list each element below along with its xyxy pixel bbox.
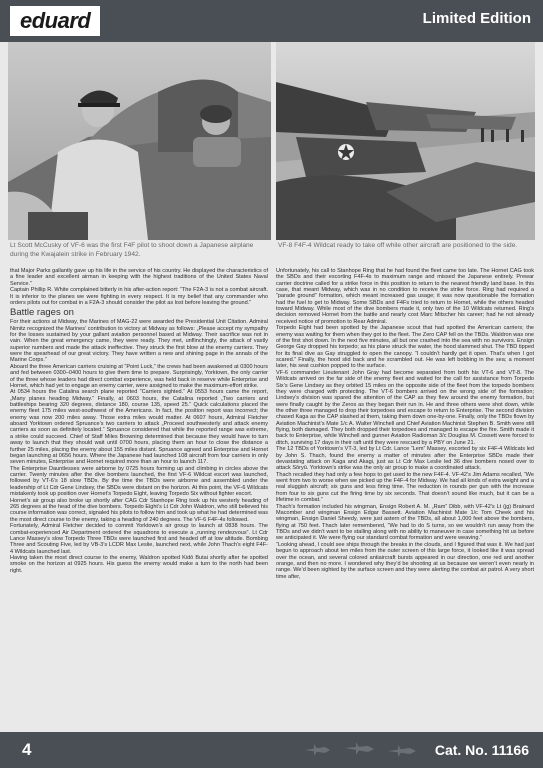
- page-footer: [0, 732, 543, 768]
- left-paragraph-1: For their actions at Midway, the Marines of MAG-22 were awarded the Presidential Unit Citation. Admiral Nimitz recognized the Marines’ contribution to victory at Midway as follows: „Please accept my sympathy for the losses sustained by your gallant aviation personnel based at Midway. Their sacrifice was not in vain. When the great emergency came, they were ready. They met, unflinchingly, the attack of vastly superior numbers and made the attack ineffective. They struck the first blow at the enemy carriers. They were the spearhead of our great victory. They have written a new and shining page in the annals of the Marine Corps.“: [10, 319, 268, 364]
- left-paragraph-4: The Enterprise Dauntlesses were airborne by 0725 hours forming up and climbing in circles above the carrier. Twenty minutes after the dive bombers launched, the first VF-6 Wildcat escort was launched, followed by VT-6’s 18 slow TBDs. By the time the TBDs were airborne and assembled under the leadership of Lt Cdr Gene Lindsey, the SBDs were distant on the horizon. At this point, the VF-6 Wildcats mistakenly took up position over Hornet’s Torpedo Eight, leaving Torpedo Six without fighter escort.: [10, 465, 268, 498]
- page-number: 4: [22, 740, 32, 759]
- right-paragraph-5: Thach recalled they had only a few hops to get used to the new F4F-4. VF-42’s Jim Adams recalled, “We went from two to worse when we picked up the F4F-4 for Midway. We had all kinds of extra weight and a real sluggish aircraft; six guns and less firing time. The reduction in rounds per gun with the increase from four to six guns cut the firing time by six seconds. That doesn’t sound like much, but it can be a lifetime in combat.”: [276, 471, 534, 504]
- right-paragraph-6: Thach’s formation included his wingman, Ensign Robert A. M. „Ram“ Dibb, with VF-42’s Lt (jg) Brainard Macomber and wingman Ensign Edgar Bassett. Aviation Machinist Mate 1/c Tom Cheek and his wingman, Ensign Daniel Sheedy, were just astern of the TBDs, all about 1,000 feet above the bombers, flying at 750 feet. Thach later remembered, “We had to do S turns, so we wouldn’t run away from the TBDs and we didn’t want to be stalling along with no ability to maneuver in case something hit us before we anticipated it. We were flying our standard combat formation and were weaving.”: [276, 503, 534, 542]
- right-text-column: [276, 268, 534, 580]
- left-paragraph-5: Hornet’s air group also broke up shortly after CAG Cdr Stanhope Ring took up his westerly heading of 265 degrees at the head of the dive bombers. Torpedo Eight’s Lt Cdr John Waldron, who still believed his course information was correct, signaled his pilots to follow him and took up what he had determined was the most direct course to the enemy, taking a heading of 240 degrees. The VF-6 F4F-4s followed.: [10, 497, 268, 523]
- left-text-column: [10, 268, 268, 574]
- left-paragraph-6: Fortunately, Admiral Fletcher decided to commit Yorktown’s air group to launch at 0838 hours. The combat-experienced Air Department ordered the squadrons to execute a „running rendezvous“. Lt Cdr Lance Massey’s slow Torpedo Three TBDs were launched first and headed off at low altitude. Bombing Three and Scouting Five, led by VB-3’s LCDR Max Leslie, launched next, while John Thach’s eight F4F-4 Wildcats launched last.: [10, 523, 268, 555]
- left-intro-paragraph-2: Captain Phillip R. White complained bitterly in his after-action report: “The F2A-3 is not a combat aircraft. It is inferior to the planes we were fighting in every respect. It is my belief that any commander who orders pilots out for combat in a F2A-3 should consider the pilot as lost before leaving the ground.”: [10, 287, 268, 306]
- photo-caption-left: Lt Scott McCusky of VF-6 was the first F4F pilot to shoot down a Japanese airplane during the Kwajalein strike in February 1942.: [10, 242, 254, 258]
- pilots-photo-illustration: [8, 42, 271, 240]
- right-paragraph-2: Torpedo Eight had been spotted by the Japanese scout that had spotted the American carriers; the enemy was waiting for them when they got to the fleet. The Zero CAP fell on the TBDs. Waldron was one of the first shot down. In the next five minutes, all but one crashed into the sea with no survivors. Ensign George Gay dropped his torpedo; as his plane struck the water, the hood slammed shut. The TBD tipped for its final dive as Gay struggled to open the canopy. “I couldn’t hardly get it open. That’s when I got scared.” Finally, the hood slid back and he scrambled out. He was left bobbing in the sea; a moment later, his seat cushion popped to the surface.: [276, 325, 534, 370]
- carrier-deck-photo-illustration: [276, 42, 535, 240]
- photo-carrier-deck: [276, 42, 535, 240]
- footer-aircraft-silhouettes: [300, 738, 420, 762]
- right-paragraph-1: Unfortunately, his call to Stanhope Ring that he had found the fleet came too late. The Hornet CAG took the SBDs and their escorting F4F-4s to maximum range and missed the Japanese entirely. Prewar carrier doctrine called for a strike force in this position to return to the nearest friendly land base. In this case, that meant Midway, which was in no condition to receive the strike force. Ring had required a “parade ground” formation, which meant increased gas usage; it was now questionable the formation had the fuel to get to Midway. Some SBDs and F4Fs tried to return to Hornet, while the others headed toward Midway. While most of the dive bombers made it, only two of the 10 Wildcats returned. Ring’s decision removed Hornet from the battle and nearly cost Marc Mitscher his career; had he not already received notice of promotion to Rear Admiral.: [276, 268, 534, 325]
- left-paragraph-7: Having taken the most direct course to the enemy, Waldron spotted Kidō Butai shortly after he spotted smoke on the horizon at 0925 hours. His guess the enemy would make a turn to the north had been right.: [10, 555, 268, 574]
- photo-caption-right: VF-8 F4F-4 Wildcat ready to take off while other aircraft are positioned to the side.: [278, 242, 518, 249]
- edition-label: Limited Edition: [422, 10, 531, 27]
- left-paragraph-2: Aboard the three American carriers cruising at “Point Luck,” the crews had been awakened at 0300 hours and fed between 0300–0400 hours to give them time to prepare. Surprisingly, Yorktown, the only carrier of the three whose leaders had direct combat experience, was held back in reserve while Enterprise and Hornet, which had yet to engage an enemy carrier, were assigned to make the maximum-effort strike.: [10, 363, 268, 389]
- section-heading: Battle rages on: [10, 307, 74, 319]
- right-paragraph-7: “Looking ahead, I could see ships through the breaks in the clouds, and I figured that was it. We had just begun to approach about ten miles from the outer screen of this large force, it looked like it was spread over the ocean, and several colored antiaircraft bursts appeared in our direction, one red and another orange, and then no more. I wondered why they’d be shooting at us because we weren’t even nearly in range. We’d been sighted by the surface screen and they were alerting the combat air patrol. A very short time after,: [276, 541, 534, 580]
- eduard-logo: eduard: [10, 6, 100, 36]
- left-paragraph-3: At 0534 hours the Catalina search plane reported “Carriers sighted.” At 0553 hours came the report, „Many planes heading Midway.“ Finally, at 0603 hours, the Catalina reported „Two carriers and battleships bearing 320 degrees, distance 180, course 135, speed 25.“ Quick calculations placed the enemy fleet 175 miles west-southwest of the Americans. In fact, the position report was incorrect; the enemy was now 200 miles away. Those extra miles would matter. At 0607 hours, Admiral Fletcher aboard Yorktown ordered Spruance’s two carriers to attack „Proceed southwesterly and attack enemy carriers as soon as definitely located.“ Spruance considered that while the reported range was extreme, a strike could succeed. Chief of Staff Miles Browning determined that because they would have to turn away to launch that they should wait until 0700 hours, placing them an hour to close the distance a further 25 miles, placing the enemy about 155 miles distant. Spruance agreed and Enterprise and Hornet began launching at 0656 hours. Where the Japanese had launched 108 aircraft from four carriers in only seven minutes, Enterprise and Hornet required more than an hour to launch 117.: [10, 389, 268, 466]
- right-paragraph-3: VF-6 commander Lieutenant John Gray had become separated from both his VT-6 and VT-8. The Wildcats arrived on the far side of the enemy fleet and waited for the call for assistance from Torpedo Six’s Gene Lindsey as they orbited 15 miles on the opposite side of the fleet from the torpedo bombers they were charged with protecting. The VT-6 bombers arrived on the wrong side of the formation; Lindsey’s division was spared the attention of the CAP as they flew around the enemy formation, but were finally caught by the Zeros as they began their run in. He and three others were shot down, while the other three managed to drop their torpedoes and escape to return to Enterprise. The second division chased Kaga as the CAP slashed at them, taking them down one-by-one. Finally, only the TBDs flown by Aviation Machinist’s Mate 1/c A. Walter Winchell and Chief Aviation Machinist Stephen B. Smith were still flying, both damaged. They both dropped their torpedoes and managed to escape the fire. Smith made it back to Enterprise, while Winchell and gunner Aviation Radioman 3/c Douglas M. Cossett were forced to ditch, surviving 17 days in their raft until they were rescued by a PBY on June 21.: [276, 369, 534, 446]
- catalog-number: Cat. No. 11166: [434, 742, 529, 758]
- photo-pilots: [8, 42, 271, 240]
- left-intro-paragraph-1: that Major Parks gallantly gave up his life in the service of his country. He displayed the characteristics of a fine leader and excellent airman in keeping with the highest traditions of the United States Naval Service.”: [10, 268, 268, 287]
- right-paragraph-4: The 12 TBDs of Yorktown’s VT-3, led by Lt Cdr. Lance “Lem” Massey, escorted by six F4F-4 Wildcats led by John S. Thach, found the enemy a matter of minutes after the Enterprise SBDs made their devastating attack on Kaga and Akagi, just as Lt Cdr Max Leslie led 36 dive bombers nosed over to attack Sōryū. Yorktown’s strike was the only air group to make a coordinated attack.: [276, 446, 534, 472]
- page-header: [0, 0, 543, 42]
